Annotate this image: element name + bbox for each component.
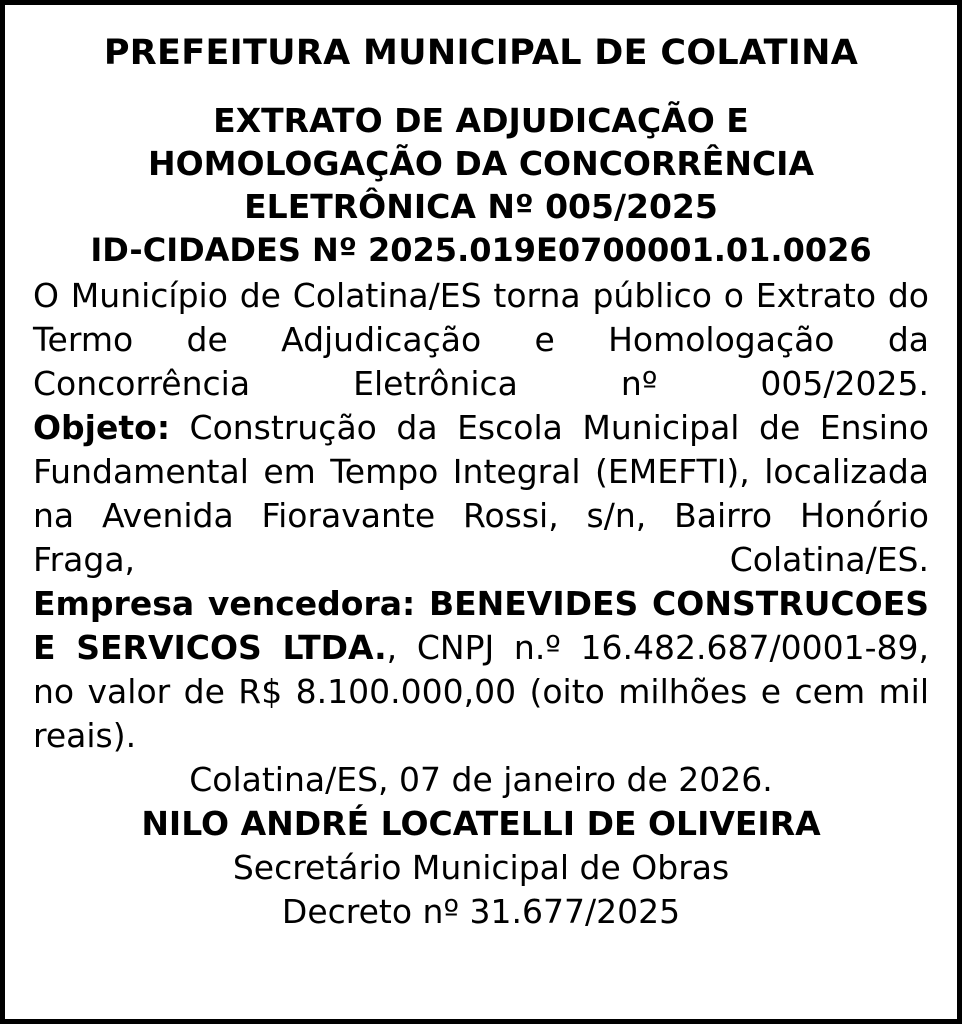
- place-date-line: Colatina/ES, 07 de janeiro de 2026.: [189, 760, 773, 799]
- page-title: PREFEITURA MUNICIPAL DE COLATINA: [103, 33, 859, 73]
- notice-subtitle-line-2: HOMOLOGAÇÃO DA CONCORRÊNCIA: [148, 144, 814, 183]
- id-cidades-line: ID-CIDADES Nº 2025.019E0700001.01.0026: [90, 231, 872, 269]
- signer-role: Secretário Municipal de Obras: [232, 848, 730, 887]
- notice-subtitle-line-1: EXTRATO DE ADJUDICAÇÃO E: [213, 101, 749, 140]
- object-paragraph: [33, 406, 929, 582]
- object-text: Construção da Escola Municipal de Ensino Fundamental em Tempo Integral (EMEFTI), localizada na Avenida Fioravante Rossi, s/n, Bairro Honório Fraga, Colatina/ES.: [33, 408, 929, 579]
- object-label: Objeto:: [33, 408, 171, 447]
- signer-decree: Decreto nº 31.677/2025: [281, 892, 681, 931]
- winner-label: Empresa vencedora:: [33, 584, 416, 623]
- winner-details: , CNPJ n.º 16.482.687/0001-89, no valor de R$ 8.100.000,00 (oito milhões e cem mil reais).: [33, 628, 929, 755]
- winner-name: BENEVIDES CONSTRUCOES E SERVICOS LTDA.: [33, 584, 930, 667]
- notice-subtitle-line-3: ELETRÔNICA Nº 005/2025: [244, 187, 718, 226]
- notice-subtitle: [33, 99, 929, 228]
- intro-paragraph: O Município de Colatina/ES torna público o Extrato do Termo de Adjudicação e Homologação da Concorrência Eletrônica nº 005/2025.: [33, 276, 929, 403]
- winner-paragraph: [33, 582, 929, 758]
- signer-name: NILO ANDRÉ LOCATELLI DE OLIVEIRA: [141, 804, 821, 843]
